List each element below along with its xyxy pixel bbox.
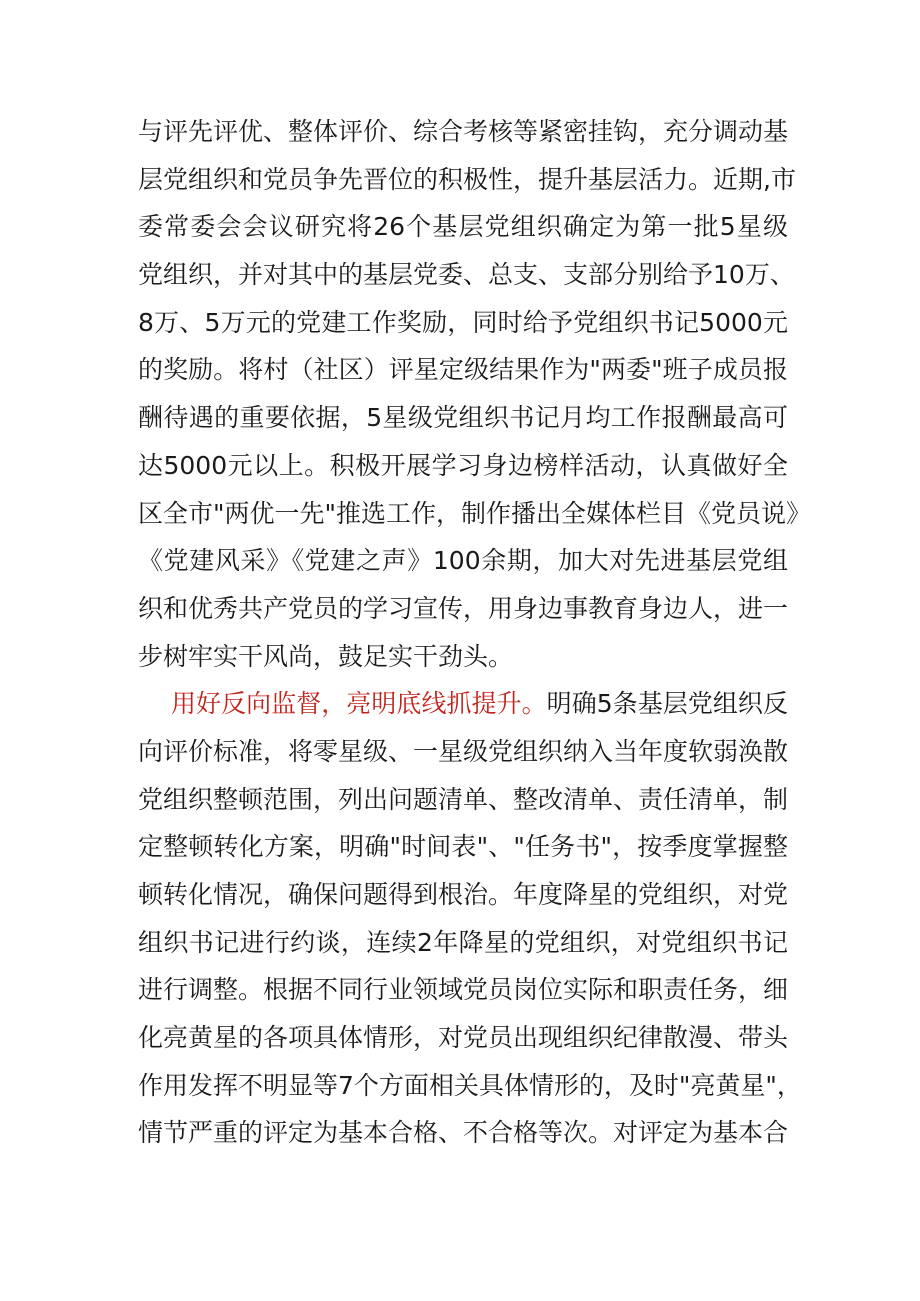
text-line: 区全市"两优一先"推选工作，制作播出全媒体栏目《党员说》 bbox=[138, 498, 812, 528]
section-heading: 用好反向监督，亮明底线抓提升。 bbox=[171, 689, 547, 719]
text-line: 的奖励。将村（社区）评星定级结果作为"两委"班子成员报 bbox=[138, 355, 788, 385]
text-line: 8万、5万元的党建工作奖励，同时给予党组织书记5000元 bbox=[138, 307, 788, 337]
text-line: 层党组织和党员争先晋位的积极性，提升基层活力。近期,市 bbox=[138, 164, 796, 194]
paragraph-2 bbox=[138, 680, 802, 1157]
text-line: 与评先评优、整体评价、综合考核等紧密挂钩，充分调动基 bbox=[138, 117, 789, 146]
text-line: 化亮黄星的各项具体情形，对党员出现组织纪律散漫、带头 bbox=[138, 1023, 789, 1053]
paragraph-2-first-line bbox=[138, 680, 788, 728]
text-line: 步树牢实干风尚，鼓足实干劲头。 bbox=[138, 641, 514, 671]
text-line: 织和优秀共产党员的学习宣传，用身边事教育身边人，进一 bbox=[138, 593, 789, 623]
text-line: 组织书记进行约谈，连续2年降星的党组织，对党组织书记 bbox=[138, 927, 788, 957]
paragraph-1 bbox=[138, 108, 812, 680]
document-body bbox=[138, 108, 812, 1157]
text-line: 情节严重的评定为基本合格、不合格等次。对评定为基本合 bbox=[138, 1118, 789, 1148]
text-line: 进行调整。根据不同行业领域党员岗位实际和职责任务，细 bbox=[138, 975, 789, 1005]
text-run: 明确5条基层党组织反 bbox=[546, 689, 788, 719]
text-line: 委常委会会议研究将26个基层党组织确定为第一批5星级 bbox=[138, 212, 788, 242]
text-line: 党组织，并对其中的基层党委、总支、支部分别给予10万、 bbox=[138, 260, 795, 290]
text-line: 《党建风采》《党建之声》100余期，加大对先进基层党组 bbox=[138, 546, 788, 576]
text-line: 酬待遇的重要依据，5星级党组织书记月均工作报酬最高可 bbox=[138, 403, 788, 433]
text-line: 达5000元以上。积极开展学习身边榜样活动，认真做好全 bbox=[138, 450, 788, 480]
text-line: 顿转化情况，确保问题得到根治。年度降星的党组织，对党 bbox=[138, 880, 789, 909]
text-line: 作用发挥不明显等7个方面相关具体情形的，及时"亮黄星"， bbox=[138, 1070, 802, 1100]
text-line: 党组织整顿范围，列出问题清单、整改清单、责任清单，制 bbox=[138, 784, 789, 814]
text-line: 定整顿转化方案，明确"时间表"、"任务书"，按季度掌握整 bbox=[138, 832, 788, 862]
text-line: 向评价标准，将零星级、一星级党组织纳入当年度软弱涣散 bbox=[138, 736, 789, 766]
